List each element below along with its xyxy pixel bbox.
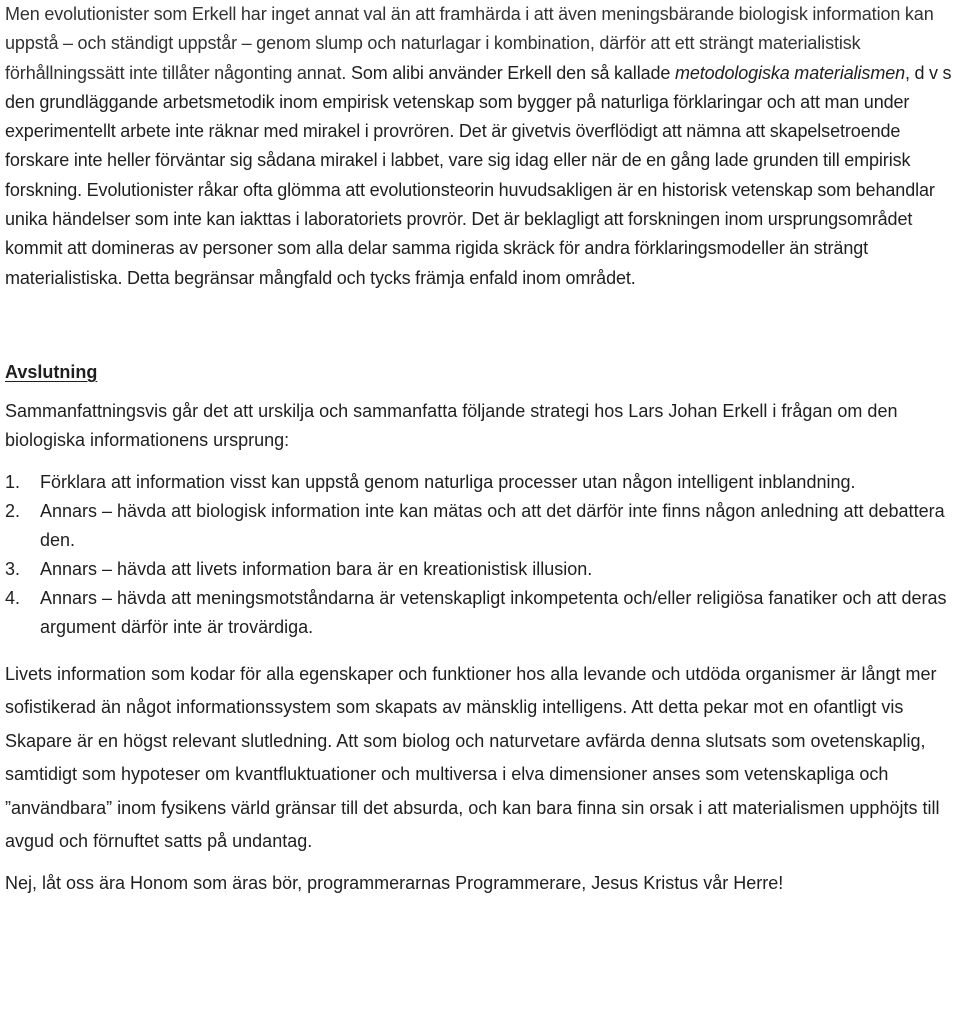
top-paragraph	[5, 0, 954, 293]
top-paragraph-part3: , d v s den grundläggande arbetsmetodik inom empirisk vetenskap som bygger på naturliga förklaringar och att man under experimentellt arbete inte räknar med mirakel i provrören. Det är givetvis överflödigt att nämna att skapelsetroende forskare inte heller förväntar sig sådana mirakel i labbet, vare sig idag eller när de en gång lade grunden till empirisk forskning. Evolutionister råkar ofta glömma att evolutionsteorin huvudsakligen är en historisk vetenskap som behandlar unika händelser som inte kan iakttas i laboratoriets provrör. Det är beklagligt att forskningen inom ursprungsområdet kommit att domineras av personer som alla delar samma rigida skräck för andra förklaringsmodeller än strängt materialistiska. Detta begränsar mångfald och tycks främja enfald inom området.	[5, 62, 952, 288]
strategy-list	[5, 468, 954, 642]
list-item	[5, 555, 954, 584]
list-number: 2.	[5, 500, 21, 521]
list-text: Annars – hävda att meningsmotståndarna är vetenskapligt inkompetenta och/eller religiösa fanatiker och att deras argument därför inte är trovärdiga.	[40, 587, 947, 637]
intro-paragraph: Sammanfattningsvis går det att urskilja och sammanfatta följande strategi hos Lars Johan Erkell i frågan om den biologiska informationens ursprung:	[5, 400, 898, 450]
top-paragraph-part1: Men evolutionister som Erkell har inget annat val än att framhärda i att även meningsbärande biologisk information kan uppstå – och ständigt uppstår – genom slump och naturlagar i kombination, därför att ett strängt materialistisk förhållningssätt inte tillåter någonting annat.	[5, 4, 934, 83]
list-item	[5, 584, 954, 642]
italic-term: metodologiska materialismen	[674, 62, 906, 83]
list-number: 1.	[5, 471, 21, 492]
list-text: Annars – hävda att livets information bara är en kreationistisk illusion.	[40, 558, 593, 579]
list-item	[5, 468, 954, 497]
list-number: 4.	[5, 587, 21, 608]
list-number: 3.	[5, 558, 21, 579]
list-item	[5, 497, 954, 555]
final-line: Nej, låt oss ära Honom som äras bör, programmerarnas Programmerare, Jesus Kristus vår Herre!	[5, 872, 784, 893]
list-text: Annars – hävda att biologisk information inte kan mätas och att det därför inte finns någon anledning att debattera den.	[40, 500, 945, 550]
list-text: Förklara att information visst kan uppstå genom naturliga processer utan någon intelligent inblandning.	[40, 471, 856, 492]
section-heading: Avslutning	[5, 361, 98, 382]
closing-paragraph: Livets information som kodar för alla egenskaper och funktioner hos alla levande och utdöda organismer är långt mer sofistikerad än något informationssystem som skapats av mänsklig intelligens. Att detta pekar mot en ofantligt vis Skapare är en högst relevant slutledning. Att som biolog och naturvetare avfärda denna slutsats som ovetenskaplig, samtidigt som hypoteser om kvantfluktuationer och multiversa i elva dimensioner anses som vetenskapliga och ”användbara” inom fysikens värld gränsar till det absurda, och kan bara finna sin orsak i att materialismen upphöjts till avgud och förnuftet satts på undantag.	[5, 663, 940, 852]
top-paragraph-part2: Som alibi använder Erkell den så kallade	[346, 62, 675, 83]
